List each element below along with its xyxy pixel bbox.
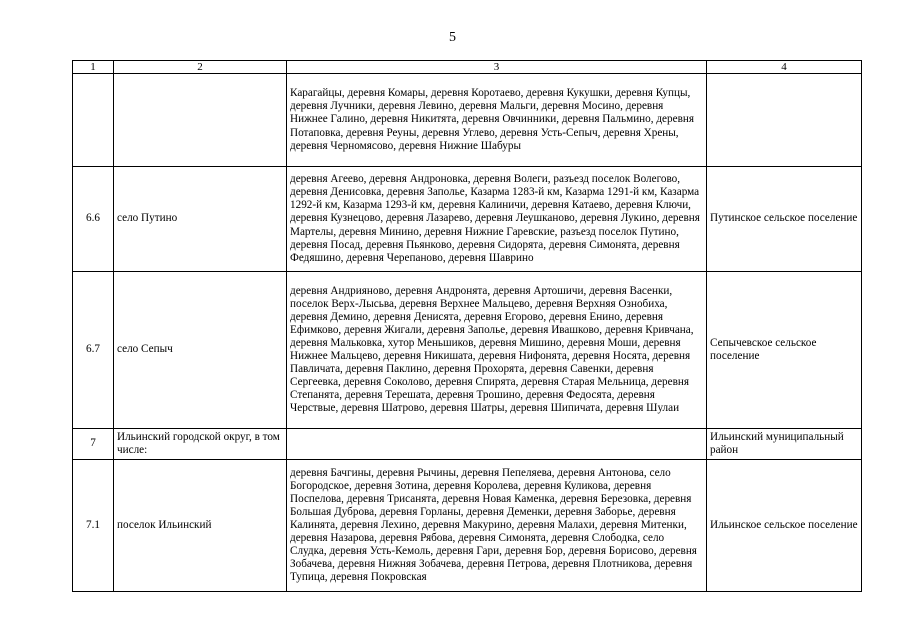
settlement-name: село Сепыч [114, 272, 287, 429]
row-number: 6.6 [73, 167, 114, 272]
municipality-name: Путинское сельское поселение [707, 167, 862, 272]
settlements-table [72, 60, 862, 592]
villages-list: деревня Бачгины, деревня Рычины, деревня Пепеляева, деревня Антонова, село Богородское, деревня Зотина, деревня Королева, деревня Куликова, деревня Поспелова, деревня Трисанята, деревня Новая Каменка, деревня Березовка, деревня Большая Дуброва, деревня Горланы, деревня Деменки, деревня Заборье, деревня Калинята, деревня Лехино, деревня Макурино, деревня Малахи, деревня Митенки, деревня Назарова, деревня Рябова, деревня Симонята, деревня Слободка, село Слудка, деревня Усть-Кемоль, деревня Гари, деревня Бор, деревня Борисово, деревня Зобачева, деревня Нижняя Зобачева, деревня Петрова, деревня Плотникова, деревня Тупица, деревня Покровская [287, 460, 707, 592]
municipality-name: Ильинский муниципальный район [707, 429, 862, 460]
villages-list: деревня Агеево, деревня Андроновка, деревня Волеги, разъезд поселок Волегово, деревня Денисовка, деревня Заполье, Казарма 1283-й км, Казарма 1291-й км, Казарма 1292-й км, Казарма 1293-й км, деревня Калиничи, деревня Катаево, деревня Ключи, деревня Кузнецово, деревня Лазарево, деревня Леушканово, деревня Лукино, деревня Мартелы, деревня Минино, деревня Нижние Гаревские, разъезд поселок Путино, деревня Посад, деревня Пьянково, деревня Сидорята, деревня Симонята, деревня Федяшино, деревня Черепаново, деревня Шаврино [287, 167, 707, 272]
table-row [73, 167, 862, 272]
settlement-name: Ильинский городской округ, в том числе: [114, 429, 287, 460]
row-number [73, 74, 114, 167]
row-number: 7 [73, 429, 114, 460]
settlement-name: село Путино [114, 167, 287, 272]
row-number: 6.7 [73, 272, 114, 429]
villages-list [287, 429, 707, 460]
villages-list: деревня Андрияново, деревня Андронята, деревня Артошичи, деревня Васенки, поселок Верх-Лысьва, деревня Верхнее Мальцево, деревня Верхняя Ознобиха, деревня Демино, деревня Денисята, деревня Егорово, деревня Енино, деревня Ефимково, деревня Жигали, деревня Заполье, деревня Ивашково, деревня Кривчана, деревня Мальковка, хутор Меньшиков, деревня Мишино, деревня Моши, деревня Нижнее Мальцево, деревня Никишата, деревня Нифонята, деревня Носята, деревня Павличата, деревня Паклино, деревня Прохорята, деревня Савенки, деревня Сергеевка, деревня Соколово, деревня Спирята, деревня Старая Мельница, деревня Степанята, деревня Терешата, деревня Трошино, деревня Федосята, деревня Черствые, деревня Шатрово, деревня Шатры, деревня Шипичата, деревня Шулаи [287, 272, 707, 429]
settlement-name: поселок Ильинский [114, 460, 287, 592]
column-header-1: 1 [73, 61, 114, 74]
table-row [73, 272, 862, 429]
table-row [73, 429, 862, 460]
column-header-4: 4 [707, 61, 862, 74]
row-number: 7.1 [73, 460, 114, 592]
municipality-name [707, 74, 862, 167]
settlement-name [114, 74, 287, 167]
municipality-name: Сепычевское сельское поселение [707, 272, 862, 429]
municipality-name: Ильинское сельское поселение [707, 460, 862, 592]
villages-list: Карагайцы, деревня Комары, деревня Коротаево, деревня Кукушки, деревня Купцы, деревня Лучники, деревня Левино, деревня Мальги, деревня Мосино, деревня Нижнее Галино, деревня Никитята, деревня Овчинники, деревня Пальмино, деревня Потаповка, деревня Реуны, деревня Углево, деревня Усть-Сепыч, деревня Хрены, деревня Черномясово, деревня Нижние Шабуры [287, 74, 707, 167]
table-row [73, 460, 862, 592]
column-header-3: 3 [287, 61, 707, 74]
table-header-row [73, 61, 862, 74]
page-number: 5 [449, 30, 456, 45]
table-row [73, 74, 862, 167]
column-header-2: 2 [114, 61, 287, 74]
